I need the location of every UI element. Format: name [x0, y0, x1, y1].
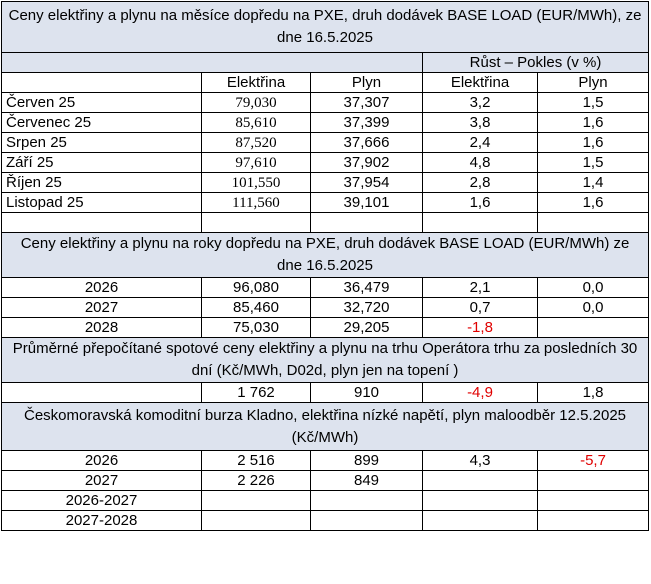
- electricity-pct: 2,4: [423, 133, 538, 153]
- gas-pct: -5,7: [538, 451, 649, 471]
- table-row: [2, 113, 649, 133]
- row-label: Listopad 25: [2, 193, 202, 213]
- electricity-pct: [423, 511, 538, 531]
- row-label: [2, 383, 202, 403]
- electricity-pct: [423, 471, 538, 491]
- gas-pct: 1,6: [538, 193, 649, 213]
- electricity-pct: 4,3: [423, 451, 538, 471]
- electricity-pct: 3,8: [423, 113, 538, 133]
- growth-header-row: [2, 53, 649, 73]
- gas-pct: 1,8: [538, 383, 649, 403]
- gas-value: 37,954: [311, 173, 423, 193]
- gas-value: 29,205: [311, 318, 423, 338]
- gas-value: 37,399: [311, 113, 423, 133]
- table-row: [2, 193, 649, 213]
- price-table-container: [1, 1, 649, 531]
- table-row: [2, 471, 649, 491]
- gas-pct: 1,5: [538, 153, 649, 173]
- electricity-pct: 3,2: [423, 93, 538, 113]
- row-label: Červenec 25: [2, 113, 202, 133]
- row-label: Srpen 25: [2, 133, 202, 153]
- electricity-value: 96,080: [202, 278, 311, 298]
- electricity-value: 97,610: [202, 153, 311, 173]
- col-header-electricity: Elektřina: [202, 73, 311, 93]
- electricity-pct: 0,7: [423, 298, 538, 318]
- gas-value: 36,479: [311, 278, 423, 298]
- table-row: [2, 451, 649, 471]
- gas-pct: 1,4: [538, 173, 649, 193]
- gas-pct: 1,5: [538, 93, 649, 113]
- section1-title-row: [2, 2, 649, 53]
- gas-value: 37,902: [311, 153, 423, 173]
- gas-pct: [538, 318, 649, 338]
- spacer-cell: [202, 213, 311, 233]
- section3-title: Průměrné přepočítané spotové ceny elektřiny a plynu na trhu Operátora trhu za posledních 30 dní (Kč/MWh, D02d, plyn jen na topení ): [2, 338, 649, 383]
- row-label: 2027: [2, 471, 202, 491]
- electricity-value: 75,030: [202, 318, 311, 338]
- electricity-pct: 1,6: [423, 193, 538, 213]
- section2-title: Ceny elektřiny a plynu na roky dopředu na PXE, druh dodávek BASE LOAD (EUR/MWh) ze dne 16.5.2025: [2, 233, 649, 278]
- table-row: [2, 278, 649, 298]
- header-blank: [2, 53, 423, 73]
- table-row: [2, 93, 649, 113]
- gas-value: [311, 491, 423, 511]
- gas-pct: 1,6: [538, 113, 649, 133]
- spacer-cell: [311, 213, 423, 233]
- gas-pct: 0,0: [538, 298, 649, 318]
- electricity-pct: 2,8: [423, 173, 538, 193]
- electricity-pct: 2,1: [423, 278, 538, 298]
- section1-title: Ceny elektřiny a plynu na měsíce dopředu na PXE, druh dodávek BASE LOAD (EUR/MWh), ze dne 16.5.2025: [2, 2, 649, 53]
- spacer-cell: [423, 213, 538, 233]
- electricity-value: 111,560: [202, 193, 311, 213]
- electricity-pct: -1,8: [423, 318, 538, 338]
- section4-title-row: [2, 403, 649, 451]
- gas-value: 849: [311, 471, 423, 491]
- gas-pct: [538, 511, 649, 531]
- row-label: 2027: [2, 298, 202, 318]
- electricity-pct: 4,8: [423, 153, 538, 173]
- row-label: 2027-2028: [2, 511, 202, 531]
- electricity-pct: -4,9: [423, 383, 538, 403]
- section2-title-row: [2, 233, 649, 278]
- row-label: 2026: [2, 451, 202, 471]
- spacer-cell: [2, 213, 202, 233]
- gas-value: 37,666: [311, 133, 423, 153]
- electricity-value: [202, 511, 311, 531]
- gas-value: 32,720: [311, 298, 423, 318]
- gas-value: 37,307: [311, 93, 423, 113]
- table-row: [2, 173, 649, 193]
- header-label-blank: [2, 73, 202, 93]
- energy-price-table: [1, 1, 649, 531]
- gas-pct: 0,0: [538, 278, 649, 298]
- gas-pct: [538, 471, 649, 491]
- row-label: Říjen 25: [2, 173, 202, 193]
- row-label: Září 25: [2, 153, 202, 173]
- column-header-row: [2, 73, 649, 93]
- gas-value: 39,101: [311, 193, 423, 213]
- table-row: [2, 133, 649, 153]
- spacer-cell: [538, 213, 649, 233]
- gas-pct: 1,6: [538, 133, 649, 153]
- row-label: 2026-2027: [2, 491, 202, 511]
- electricity-value: 79,030: [202, 93, 311, 113]
- col-header-electricity-pct: Elektřina: [423, 73, 538, 93]
- col-header-gas: Plyn: [311, 73, 423, 93]
- electricity-value: 2 516: [202, 451, 311, 471]
- gas-value: 899: [311, 451, 423, 471]
- table-row: [2, 318, 649, 338]
- gas-value: [311, 511, 423, 531]
- section4-title: Českomoravská komoditní burza Kladno, elektřina nízké napětí, plyn maloodběr 12.5.2025 (Kč/MWh): [2, 403, 649, 451]
- electricity-value: 101,550: [202, 173, 311, 193]
- electricity-value: 87,520: [202, 133, 311, 153]
- electricity-value: 2 226: [202, 471, 311, 491]
- gas-value: 910: [311, 383, 423, 403]
- col-header-gas-pct: Plyn: [538, 73, 649, 93]
- gas-pct: [538, 491, 649, 511]
- electricity-pct: [423, 491, 538, 511]
- row-label: 2026: [2, 278, 202, 298]
- electricity-value: [202, 491, 311, 511]
- electricity-value: 1 762: [202, 383, 311, 403]
- table-row: [2, 298, 649, 318]
- table-row: [2, 383, 649, 403]
- table-row: [2, 511, 649, 531]
- section3-title-row: [2, 338, 649, 383]
- row-label: 2028: [2, 318, 202, 338]
- row-label: Červen 25: [2, 93, 202, 113]
- spacer-row: [2, 213, 649, 233]
- electricity-value: 85,610: [202, 113, 311, 133]
- electricity-value: 85,460: [202, 298, 311, 318]
- table-row: [2, 153, 649, 173]
- table-row: [2, 491, 649, 511]
- growth-header: Růst – Pokles (v %): [423, 53, 649, 73]
